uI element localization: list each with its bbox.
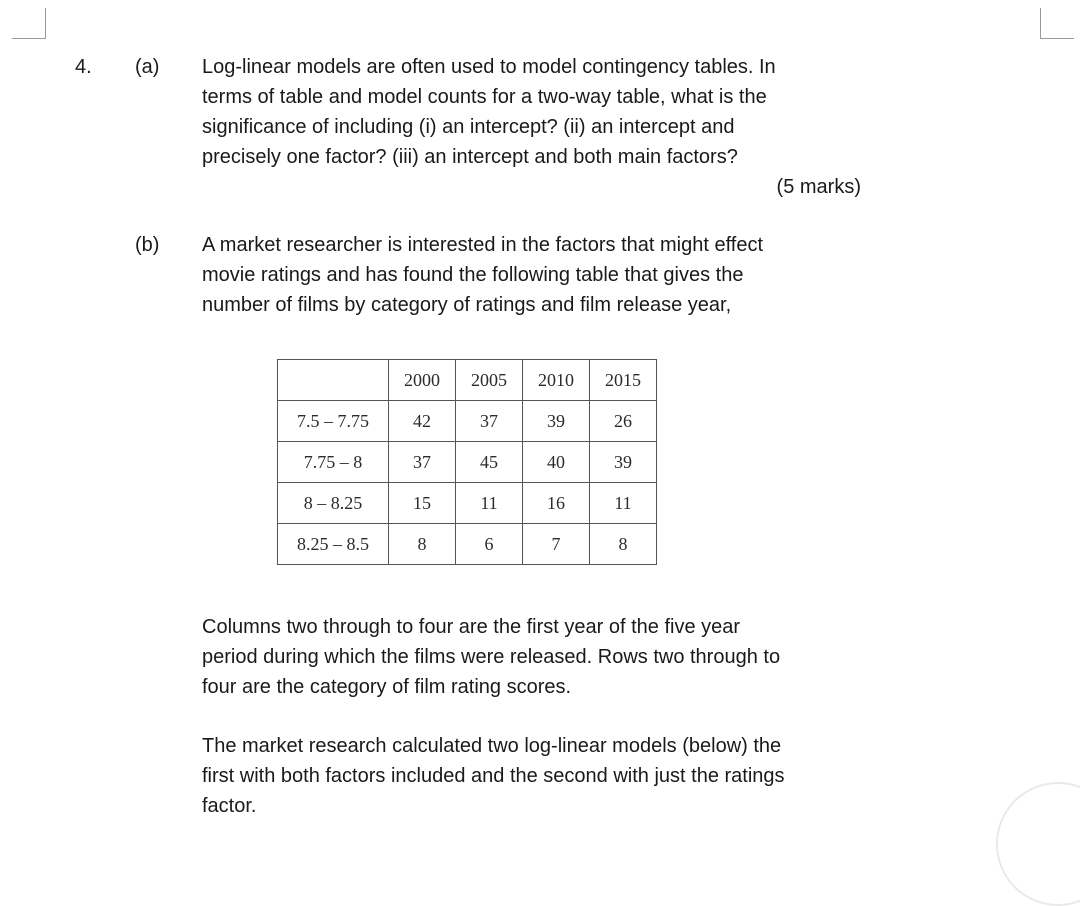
table-cell: 37 [389, 442, 456, 483]
column-header: 2015 [590, 360, 657, 401]
models-intro-text [202, 731, 882, 821]
table-row [278, 524, 657, 565]
ratings-by-year-table [277, 359, 657, 565]
part-a-label: (a) [135, 56, 160, 78]
row-label: 7.5 – 7.75 [278, 401, 389, 442]
table-header-row [278, 360, 657, 401]
table-cell: 39 [523, 401, 590, 442]
table-cell: 16 [523, 483, 590, 524]
table-row [278, 442, 657, 483]
table-cell: 42 [389, 401, 456, 442]
part-b-label: (b) [135, 234, 160, 256]
question-number: 4. [75, 56, 92, 78]
table-row [278, 483, 657, 524]
row-label: 8.25 – 8.5 [278, 524, 389, 565]
table-cell: 11 [456, 483, 523, 524]
text-line: number of films by category of ratings and film release year, [202, 294, 732, 316]
row-label: 8 – 8.25 [278, 483, 389, 524]
text-line: The market research calculated two log-linear models (below) the [202, 735, 782, 757]
table-explanation-text [202, 612, 882, 702]
part-a-text [202, 52, 882, 172]
marks-label: (5 marks) [776, 176, 861, 198]
table-corner-cell [278, 360, 389, 401]
table-cell: 15 [389, 483, 456, 524]
table-cell: 40 [523, 442, 590, 483]
table-cell: 7 [523, 524, 590, 565]
table-cell: 37 [456, 401, 523, 442]
text-line: precisely one factor? (iii) an intercept and both main factors? [202, 146, 738, 168]
crop-mark-top-right [1040, 8, 1074, 39]
text-line: A market researcher is interested in the factors that might effect [202, 234, 764, 256]
crop-mark-top-left [12, 8, 46, 39]
table-cell: 26 [590, 401, 657, 442]
text-line: period during which the films were released. Rows two through to [202, 646, 781, 668]
text-line: factor. [202, 795, 257, 817]
text-line: movie ratings and has found the following table that gives the [202, 264, 744, 286]
table-cell: 8 [389, 524, 456, 565]
text-line: significance of including (i) an intercept? (ii) an intercept and [202, 116, 735, 138]
table-cell: 11 [590, 483, 657, 524]
table-row [278, 401, 657, 442]
table-cell: 45 [456, 442, 523, 483]
table-cell: 8 [590, 524, 657, 565]
text-line: Columns two through to four are the first year of the five year [202, 616, 741, 638]
table-cell: 6 [456, 524, 523, 565]
column-header: 2010 [523, 360, 590, 401]
column-header: 2005 [456, 360, 523, 401]
text-line: four are the category of film rating scores. [202, 676, 572, 698]
table-cell: 39 [590, 442, 657, 483]
column-header: 2000 [389, 360, 456, 401]
part-b-intro-text [202, 230, 882, 320]
text-line: Log-linear models are often used to model contingency tables. In [202, 56, 776, 78]
text-line: first with both factors included and the second with just the ratings [202, 765, 785, 787]
text-line: terms of table and model counts for a two-way table, what is the [202, 86, 767, 108]
page-curl-decoration [996, 782, 1080, 906]
row-label: 7.75 – 8 [278, 442, 389, 483]
